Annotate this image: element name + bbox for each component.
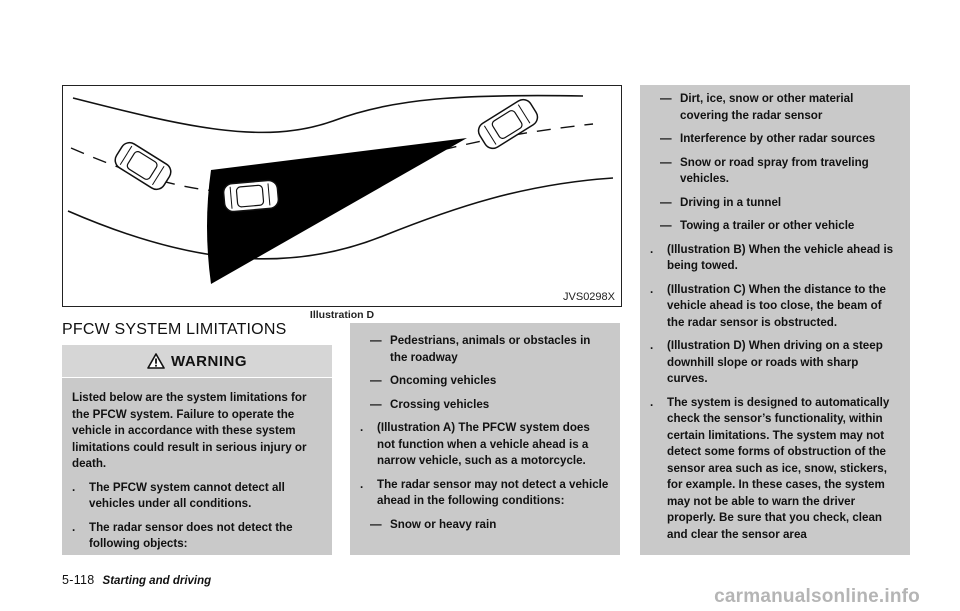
section-title: PFCW SYSTEM LIMITATIONS bbox=[62, 321, 287, 338]
figure-caption: Illustration D bbox=[309, 309, 375, 321]
dash-item: — Pedestrians, animals or obstacles in the roadway bbox=[370, 334, 591, 364]
warning-bullet: . The PFCW system cannot detect all vehicles under all conditions. bbox=[72, 480, 285, 510]
column-3 bbox=[640, 85, 910, 555]
road-radar-illustration bbox=[63, 86, 620, 305]
warning-box bbox=[62, 345, 332, 555]
bullet-item: . The system is designed to automatically check the sensor’s functionality, within certain limitations. The system may not detect some forms of obstruction of the sensor area such as ice, snow, stickers, for example. In these cases, the system may not be able to warn the driver properly. Be sure that you check, clean and clear the sensor area bbox=[650, 395, 890, 541]
watermark-text: carmanualsonline.info bbox=[714, 586, 920, 607]
warning-header bbox=[62, 345, 332, 378]
illustration-d-figure bbox=[62, 85, 622, 307]
dash-item: — Interference by other radar sources bbox=[660, 132, 876, 145]
bullet-mark: . bbox=[72, 480, 76, 494]
page-footer bbox=[62, 573, 211, 587]
page-number: 5-118 bbox=[62, 573, 95, 587]
dash-item: — Oncoming vehicles bbox=[370, 374, 497, 387]
dash-item: — Snow or road spray from traveling vehicles. bbox=[660, 155, 869, 185]
dash-item: — Crossing vehicles bbox=[370, 397, 490, 411]
column-2 bbox=[350, 323, 620, 555]
bullet-item: . (Illustration B) When the vehicle ahead is being towed. bbox=[650, 242, 894, 272]
dash-item: — Snow or heavy rain bbox=[370, 517, 497, 531]
warning-bullet: . The radar sensor does not detect the following objects: bbox=[72, 520, 293, 550]
warning-intro: Listed below are the system limitations for the PFCW system. Failure to operate the vehicle in accordance with these system limitations could result in serious injury or death. bbox=[72, 391, 307, 470]
bullet-item: . (Illustration A) The PFCW system does not function when a vehicle ahead is a narrow vehicle, such as a motorcycle. bbox=[360, 421, 590, 467]
bullet-mark: . bbox=[72, 520, 76, 534]
bullet-item: . (Illustration D) When driving on a steep downhill slope or roads with sharp curves. bbox=[650, 339, 883, 385]
figure-code: JVS0298X bbox=[563, 291, 615, 303]
dash-item: — Dirt, ice, snow or other material covering the radar sensor bbox=[660, 92, 854, 122]
warning-title: WARNING bbox=[171, 352, 247, 370]
bullet-item: . The radar sensor may not detect a vehicle ahead in the following conditions: bbox=[360, 477, 609, 507]
section-name: Starting and driving bbox=[102, 575, 212, 587]
dash-item: — Driving in a tunnel bbox=[660, 195, 782, 209]
bullet-item: . (Illustration C) When the distance to the vehicle ahead is too close, the beam of the radar sensor is obstructed. bbox=[650, 282, 886, 329]
warning-triangle-icon bbox=[147, 353, 165, 369]
dash-item: — Towing a trailer or other vehicle bbox=[660, 219, 855, 232]
